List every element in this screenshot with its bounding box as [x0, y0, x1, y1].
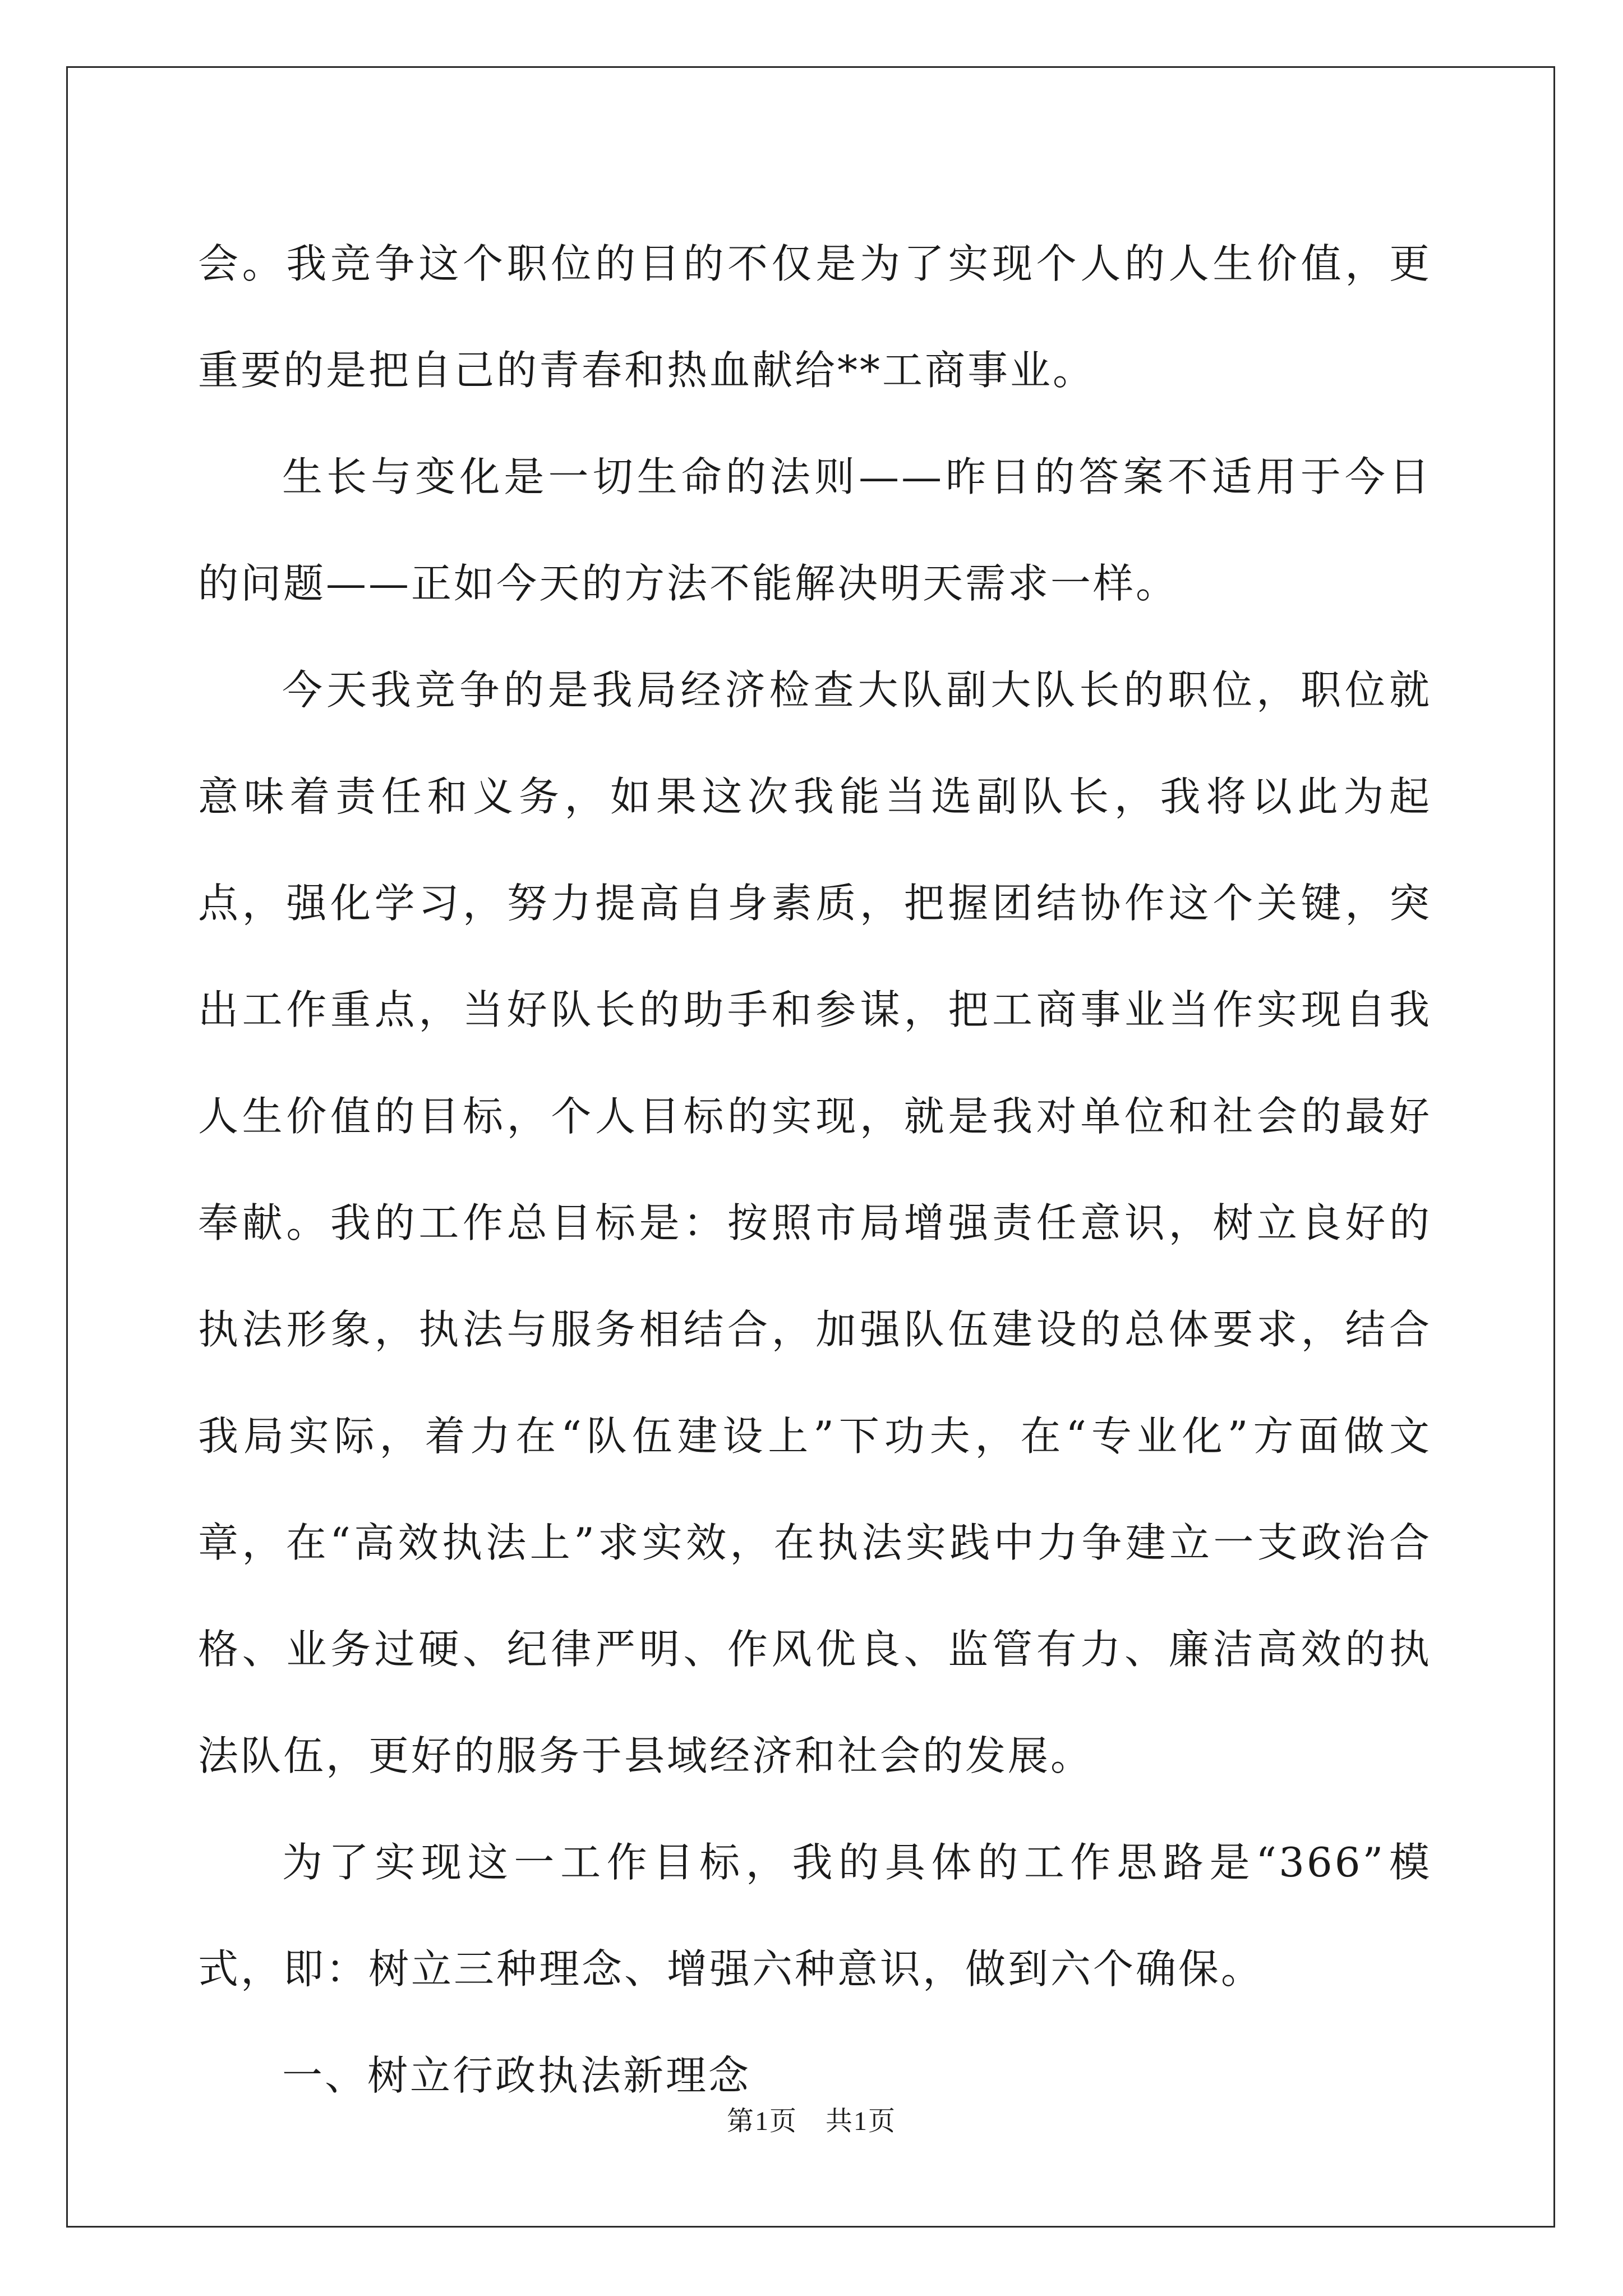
section-heading: 一、树立行政执法新理念 [282, 2052, 751, 2099]
page-number: 第1页 共1页 [726, 2106, 896, 2136]
paragraph: 今天我竞争的是我局经济检查大队副大队长的职位，职位就意味着责任和义务，如果这次我能当选副队长，我将以此为起点，强化学习，努力提高自身素质，把握团结协作这个关键，突出工作重点，当好队长的助手和参谋，把工商事业当作实现自我人生价值的目标，个人目标的实现，就是我对单位和社会的最好奉献。我的工作总目标是：按照市局增强责任意识，树立良好的执法形象，执法与服务相结合，加强队伍建设的总体要求，结合我局实际，着力在“队伍建设上”下功夫，在“专业化”方面做文章，在“高效执法上”求实效，在执法实践中力争建立一支政治合格、业务过硬、纪律严明、作风优良、监管有力、廉洁高效的执法队伍，更好的服务于县域经济和社会的发展。 [198, 666, 1432, 1779]
document-body [198, 210, 1432, 2129]
paragraph: 为了实现这一工作目标，我的具体的工作思路是“366”模式，即：树立三种理念、增强六种意识，做到六个确保。 [198, 1839, 1432, 1993]
paragraph: 会。我竞争这个职位的目的不仅是为了实现个人的人生价值，更重要的是把自己的青春和热血献给**工商事业。 [198, 240, 1432, 394]
paragraph: 生长与变化是一切生命的法则——昨日的答案不适用于今日的问题——正如今天的方法不能解决明天需求一样。 [198, 453, 1432, 607]
